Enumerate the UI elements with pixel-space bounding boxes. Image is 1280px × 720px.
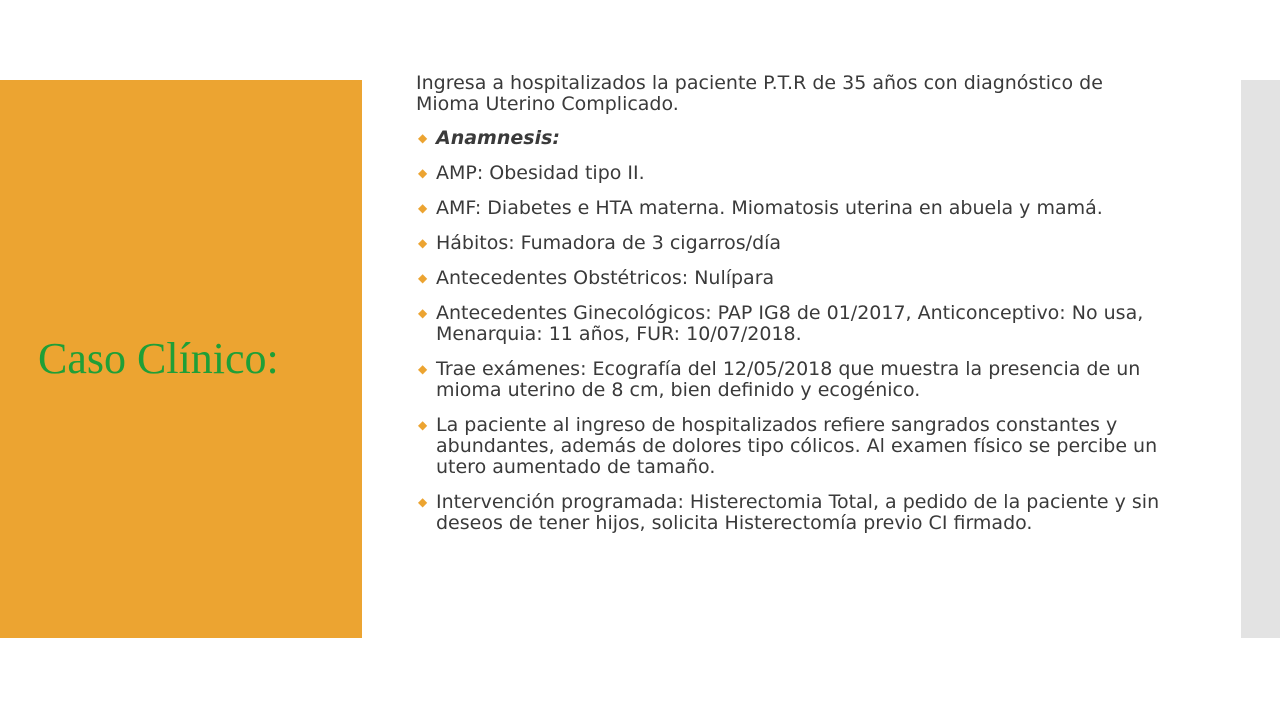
bullet-diamond-icon: ◆ — [418, 271, 428, 285]
side-accent-bar — [1241, 80, 1280, 638]
slide-title: Caso Clínico: — [38, 334, 279, 383]
bullet-list — [416, 128, 1161, 534]
bullet-text: Hábitos: Fumadora de 3 cigarros/día — [436, 232, 782, 254]
bullet-amp — [416, 163, 1161, 184]
bullet-text: Trae exámenes: Ecografía del 12/05/2018 que muestra la presencia de un mioma uterino de 8 cm, bien definido y ecogénico. — [436, 358, 1141, 401]
bullet-text: Anamnesis: — [436, 127, 560, 149]
bullet-diamond-icon: ◆ — [418, 131, 428, 145]
bullet-text: Antecedentes Obstétricos: Nulípara — [436, 267, 775, 289]
bullet-examenes — [416, 359, 1161, 401]
bullet-ingreso — [416, 415, 1161, 478]
bullet-amf — [416, 198, 1161, 219]
intro-paragraph: Ingresa a hospitalizados la paciente P.T.R de 35 años con diagnóstico de Mioma Uterino Complicado. — [416, 72, 1103, 115]
slide-content — [416, 73, 1161, 548]
bullet-diamond-icon: ◆ — [418, 236, 428, 250]
bullet-obstetricos — [416, 268, 1161, 289]
bullet-text: Antecedentes Ginecológicos: PAP IG8 de 01/2017, Anticonceptivo: No usa, Menarquia: 11 años, FUR: 10/07/2018. — [436, 302, 1144, 345]
bullet-ginecologicos — [416, 303, 1161, 345]
bullet-intervencion — [416, 492, 1161, 534]
bullet-habitos — [416, 233, 1161, 254]
bullet-diamond-icon: ◆ — [418, 495, 428, 509]
bullet-diamond-icon: ◆ — [418, 166, 428, 180]
bullet-text: AMP: Obesidad tipo II. — [436, 162, 645, 184]
bullet-diamond-icon: ◆ — [418, 362, 428, 376]
bullet-text: AMF: Diabetes e HTA materna. Miomatosis uterina en abuela y mamá. — [436, 197, 1103, 219]
bullet-text: Intervención programada: Histerectomia Total, a pedido de la paciente y sin deseos de tener hijos, solicita Histerectomía previo CI firmado. — [436, 491, 1160, 534]
bullet-diamond-icon: ◆ — [418, 418, 428, 432]
bullet-diamond-icon: ◆ — [418, 201, 428, 215]
bullet-text: La paciente al ingreso de hospitalizados refiere sangrados constantes y abundantes, además de dolores tipo cólicos. Al examen físico se percibe un utero aumentado de tamaño. — [436, 414, 1158, 478]
bullet-anamnesis — [416, 128, 1161, 149]
bullet-diamond-icon: ◆ — [418, 306, 428, 320]
